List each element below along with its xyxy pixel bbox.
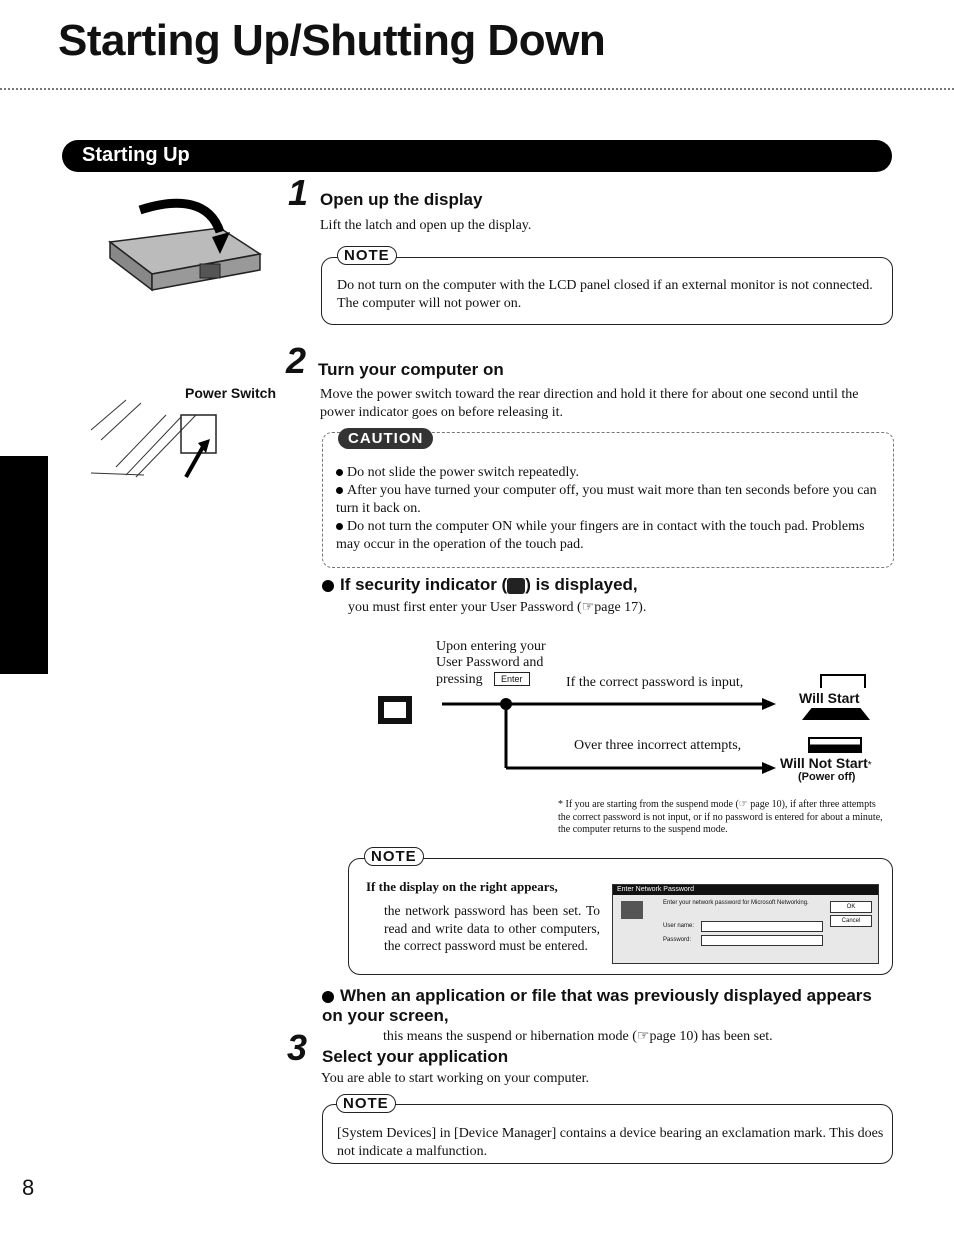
dialog-cancel-button[interactable]: Cancel <box>830 915 872 927</box>
dialog-password-label: Password: <box>663 937 692 943</box>
dialog-password-input[interactable] <box>701 935 823 946</box>
network-computer-icon <box>621 901 643 919</box>
will-not-start-label: Will Not Start* <box>780 755 872 771</box>
caution-label: CAUTION <box>338 428 433 449</box>
diagram-correct-text: If the correct password is input, <box>566 675 744 690</box>
step-2-heading: Turn your computer on <box>318 360 504 379</box>
diagram-upon-line-2: User Password and <box>436 655 544 670</box>
chapter-side-tab <box>0 456 48 674</box>
dialog-ok-button[interactable]: OK <box>830 901 872 913</box>
bullet-icon <box>336 523 343 530</box>
step-2-number: 2 <box>286 340 307 381</box>
power-switch-illustration <box>86 395 226 485</box>
power-switch-label: Power Switch <box>185 385 277 401</box>
diagram-upon-line-1: Upon entering your <box>436 639 546 654</box>
page-title: Starting Up/Shutting Down <box>58 16 606 65</box>
dialog-title-bar: Enter Network Password <box>613 885 878 895</box>
security-indicator-icon <box>507 578 525 594</box>
step-2-text: Move the power switch toward the rear direction and hold it there for about one second until the power indicator goes on before releasing it. <box>320 387 859 420</box>
resume-text: this means the suspend or hibernation mode (☞page 10) has been set. <box>383 1029 773 1044</box>
power-off-label: (Power off) <box>798 771 856 783</box>
note-2-heading: If the display on the right appears, <box>366 879 558 894</box>
bullet-icon <box>336 487 343 494</box>
diagram-incorrect-text: Over three incorrect attempts, <box>574 738 742 753</box>
step-3-note-label: NOTE <box>336 1094 396 1113</box>
note-2-label: NOTE <box>364 847 424 866</box>
step-3-note-text: [System Devices] in [Device Manager] contains a device bearing an exclamation mark. This does not indicate a malfunction. <box>337 1126 884 1159</box>
step-3-number: 3 <box>287 1027 308 1068</box>
will-start-label: Will Start <box>799 690 860 706</box>
bullet-icon <box>336 469 343 476</box>
dialog-prompt: Enter your network password for Microsoft Networking. <box>663 900 809 906</box>
section-banner-label: Starting Up <box>82 144 190 166</box>
network-password-dialog <box>612 884 879 964</box>
resume-heading: When an application or file that was previously displayed appears on your screen, <box>322 986 872 1025</box>
step-1-text: Lift the latch and open up the display. <box>320 218 532 233</box>
display-on-icon <box>820 674 866 688</box>
security-text: you must first enter your User Password (☞page 17). <box>348 600 647 615</box>
bullet-icon <box>322 580 334 592</box>
display-off-icon <box>808 737 862 753</box>
section-banner <box>62 140 892 172</box>
bullet-icon <box>322 991 334 1003</box>
dialog-username-label: User name: <box>663 923 695 929</box>
dialog-username-input[interactable] <box>701 921 823 932</box>
security-footnote: * If you are starting from the suspend mode (☞ page 10), if after three attempts the correct password is not input, or if no password is entered for about a minute, the computer returns to the suspend mode. <box>558 799 883 835</box>
step-1-note-label: NOTE <box>337 246 397 265</box>
laptop-opening-illustration <box>100 192 265 302</box>
step-3-text: You are able to start working on your computer. <box>321 1071 590 1086</box>
enter-key-icon: Enter <box>494 672 530 686</box>
note-2-text: the network password has been set. To read and write data to other computers, the correct password must be entered. <box>384 903 600 953</box>
caution-item-2: After you have turned your computer off, you must wait more than ten seconds before you can turn it back on. <box>336 483 877 516</box>
caution-item-3: Do not turn the computer ON while your fingers are in contact with the touch pad. Problems may occur in the operation of the touch pad. <box>336 519 865 552</box>
diagram-pressing: pressing <box>436 672 483 687</box>
security-heading: If security indicator ( ) is displayed, <box>322 575 638 595</box>
step-3-heading: Select your application <box>322 1047 509 1066</box>
title-divider <box>0 88 954 92</box>
step-1-number: 1 <box>288 172 309 213</box>
step-1-heading: Open up the display <box>320 190 483 209</box>
caution-item-1: Do not slide the power switch repeatedly. <box>336 464 884 482</box>
page-number: 8 <box>22 1175 35 1200</box>
laptop-base-icon <box>802 708 870 720</box>
step-1-note-text: Do not turn on the computer with the LCD panel closed if an external monitor is not connected. The computer will not power on. <box>337 278 873 311</box>
